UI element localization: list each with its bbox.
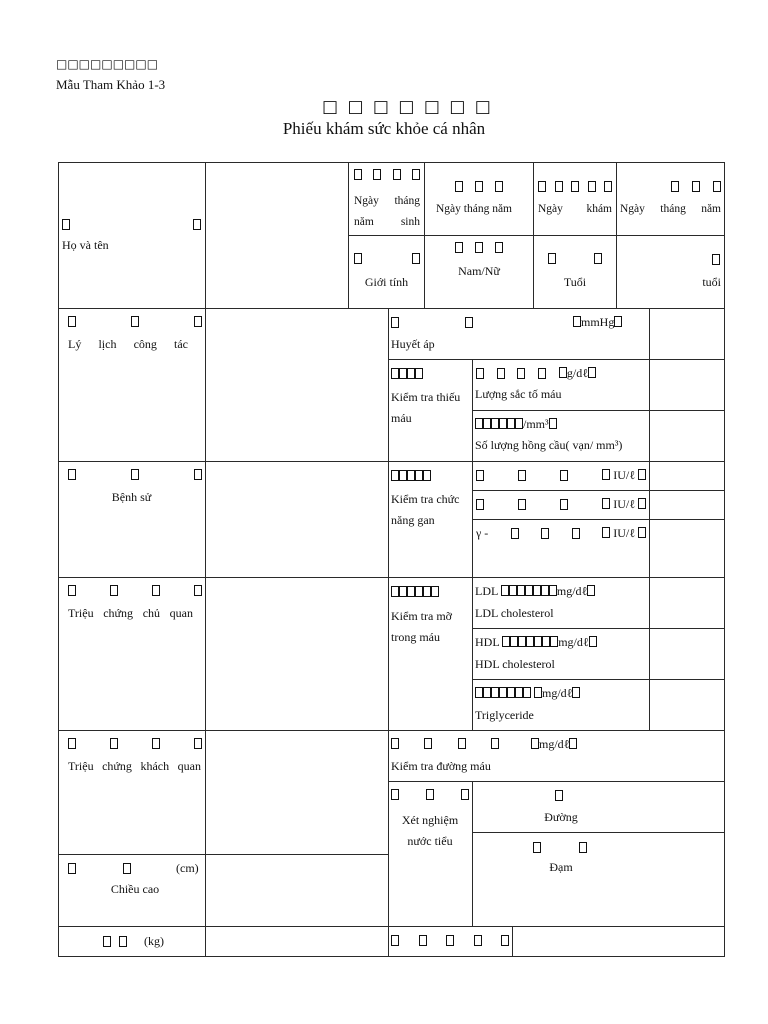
alt-row: IU/ℓ [476, 497, 646, 512]
triglyceride-input-cell[interactable] [650, 680, 724, 729]
jp-lipid-glyphs [391, 585, 439, 599]
hemoglobin-label: Lượng sắc tố máu [475, 387, 562, 401]
work-history-input-cell[interactable] [206, 309, 387, 460]
last-row-input-cell[interactable] [513, 927, 724, 956]
medical-history-label: Bệnh sử [111, 490, 152, 504]
urine-label: Xét nghiệm nước tiểu [401, 813, 459, 848]
urine-sugar-label: Đường [544, 810, 578, 824]
jp-gender-glyphs [354, 253, 420, 264]
exam-date-label: Ngày khám [538, 203, 612, 215]
weight-unit: (kg) [144, 934, 164, 948]
jp-birth-value-glyphs [455, 181, 503, 192]
jp-objective-glyphs [68, 738, 202, 749]
jp-last-row-glyphs [391, 935, 509, 946]
weight-input-cell[interactable] [206, 927, 387, 956]
name-label: Họ và tên [62, 238, 109, 252]
blood-pressure-input-cell[interactable] [650, 309, 724, 358]
jp-code-line: □□□□□□□□□ [56, 57, 159, 71]
rbc-input-cell[interactable] [650, 411, 724, 460]
age-unit: tuổi [702, 275, 721, 289]
hdl-input-cell[interactable] [650, 629, 724, 678]
jp-urine-glyphs [391, 789, 469, 800]
hdl-unit: HDL mg/dℓ [475, 635, 597, 650]
hemoglobin-input-cell[interactable] [650, 360, 724, 409]
jp-exam-value-glyphs [671, 181, 721, 192]
gamma-gtp-input-cell[interactable] [650, 520, 724, 576]
jp-height-glyph-2 [123, 862, 131, 876]
work-history-label: Lý lịch công tác [68, 337, 188, 351]
jp-hb-glyphs: g/dℓ [476, 366, 596, 381]
subjective-symptoms-label: Triệu chứng chủ quan [68, 606, 193, 620]
urine-protein-label: Đạm [549, 860, 573, 874]
liver-label: Kiểm tra chức năng gan [391, 492, 460, 527]
name-input-cell[interactable] [206, 163, 347, 307]
jp-exam-date-glyphs [538, 181, 612, 192]
jp-anemia-glyphs [391, 367, 423, 381]
ast-row: IU/ℓ [476, 468, 646, 483]
jp-title: □ □ □ □ □ □ □ [322, 97, 493, 117]
hdl-label: HDL cholesterol [475, 657, 555, 671]
jp-work-history-glyphs [68, 316, 202, 327]
jp-height-glyph-1 [68, 862, 76, 876]
subjective-symptoms-input-cell[interactable] [206, 578, 387, 729]
rbc-label: Số lượng hồng cầu( vạn/ mm³) [475, 438, 623, 452]
rbc-unit: /mm³ [475, 417, 557, 432]
gender-label: Giới tính [364, 275, 409, 289]
jp-glucose-glyphs [391, 738, 499, 749]
jp-subjective-glyphs [68, 585, 202, 596]
objective-symptoms-input-cell[interactable] [206, 731, 387, 853]
bp-unit: mmHg [573, 315, 622, 330]
glucose-label: Kiểm tra đường máu [391, 759, 491, 773]
gamma-gtp-row: γ - IU/ℓ [476, 526, 646, 541]
jp-bp-glyph-1 [391, 316, 399, 330]
jp-urine-protein-glyphs [533, 842, 587, 853]
anemia-label: Kiểm tra thiếu máu [391, 390, 461, 425]
form-reference: Mẫu Tham Khảo 1-3 [56, 77, 166, 92]
blood-pressure-label: Huyết áp [391, 337, 435, 351]
triglyceride-unit: mg/dℓ [475, 686, 580, 701]
jp-name-glyph-left [62, 218, 70, 232]
age-label: Tuổi [563, 275, 587, 289]
medical-history-input-cell[interactable] [206, 462, 387, 576]
jp-name-glyph-right [193, 218, 201, 232]
triglyceride-label: Triglyceride [475, 708, 534, 722]
alt-input-cell[interactable] [650, 491, 724, 518]
lipid-label: Kiểm tra mỡ trong máu [391, 609, 452, 644]
page-title: Phiếu khám sức khỏe cá nhân [282, 119, 486, 138]
gender-value: Nam/Nữ [458, 264, 500, 278]
birth-date-value: Ngày tháng năm [435, 203, 512, 215]
ldl-unit: LDL mg/dℓ [475, 584, 595, 599]
birth-date-label: Ngày tháng năm sinh [354, 195, 420, 228]
objective-symptoms-label: Triệu chứng khách quan [68, 759, 201, 773]
jp-gender-value-glyphs [455, 242, 503, 253]
jp-birth-glyphs [354, 169, 420, 180]
jp-age-unit-glyph [712, 253, 720, 267]
height-unit: (cm) [176, 861, 199, 875]
jp-medical-history-glyphs [68, 469, 202, 480]
height-label: Chiều cao [110, 882, 160, 896]
jp-bp-glyph-2 [465, 316, 473, 330]
jp-age-glyphs [548, 253, 602, 264]
exam-date-value: Ngày tháng năm [620, 203, 721, 215]
jp-urine-sugar-glyph [555, 789, 563, 803]
ldl-input-cell[interactable] [650, 578, 724, 627]
jp-liver-glyphs [391, 469, 431, 483]
glucose-unit: mg/dℓ [531, 737, 577, 752]
jp-weight-glyphs [103, 935, 127, 949]
ldl-label: LDL cholesterol [475, 606, 554, 620]
height-input-cell[interactable] [206, 855, 387, 925]
ast-input-cell[interactable] [650, 462, 724, 489]
